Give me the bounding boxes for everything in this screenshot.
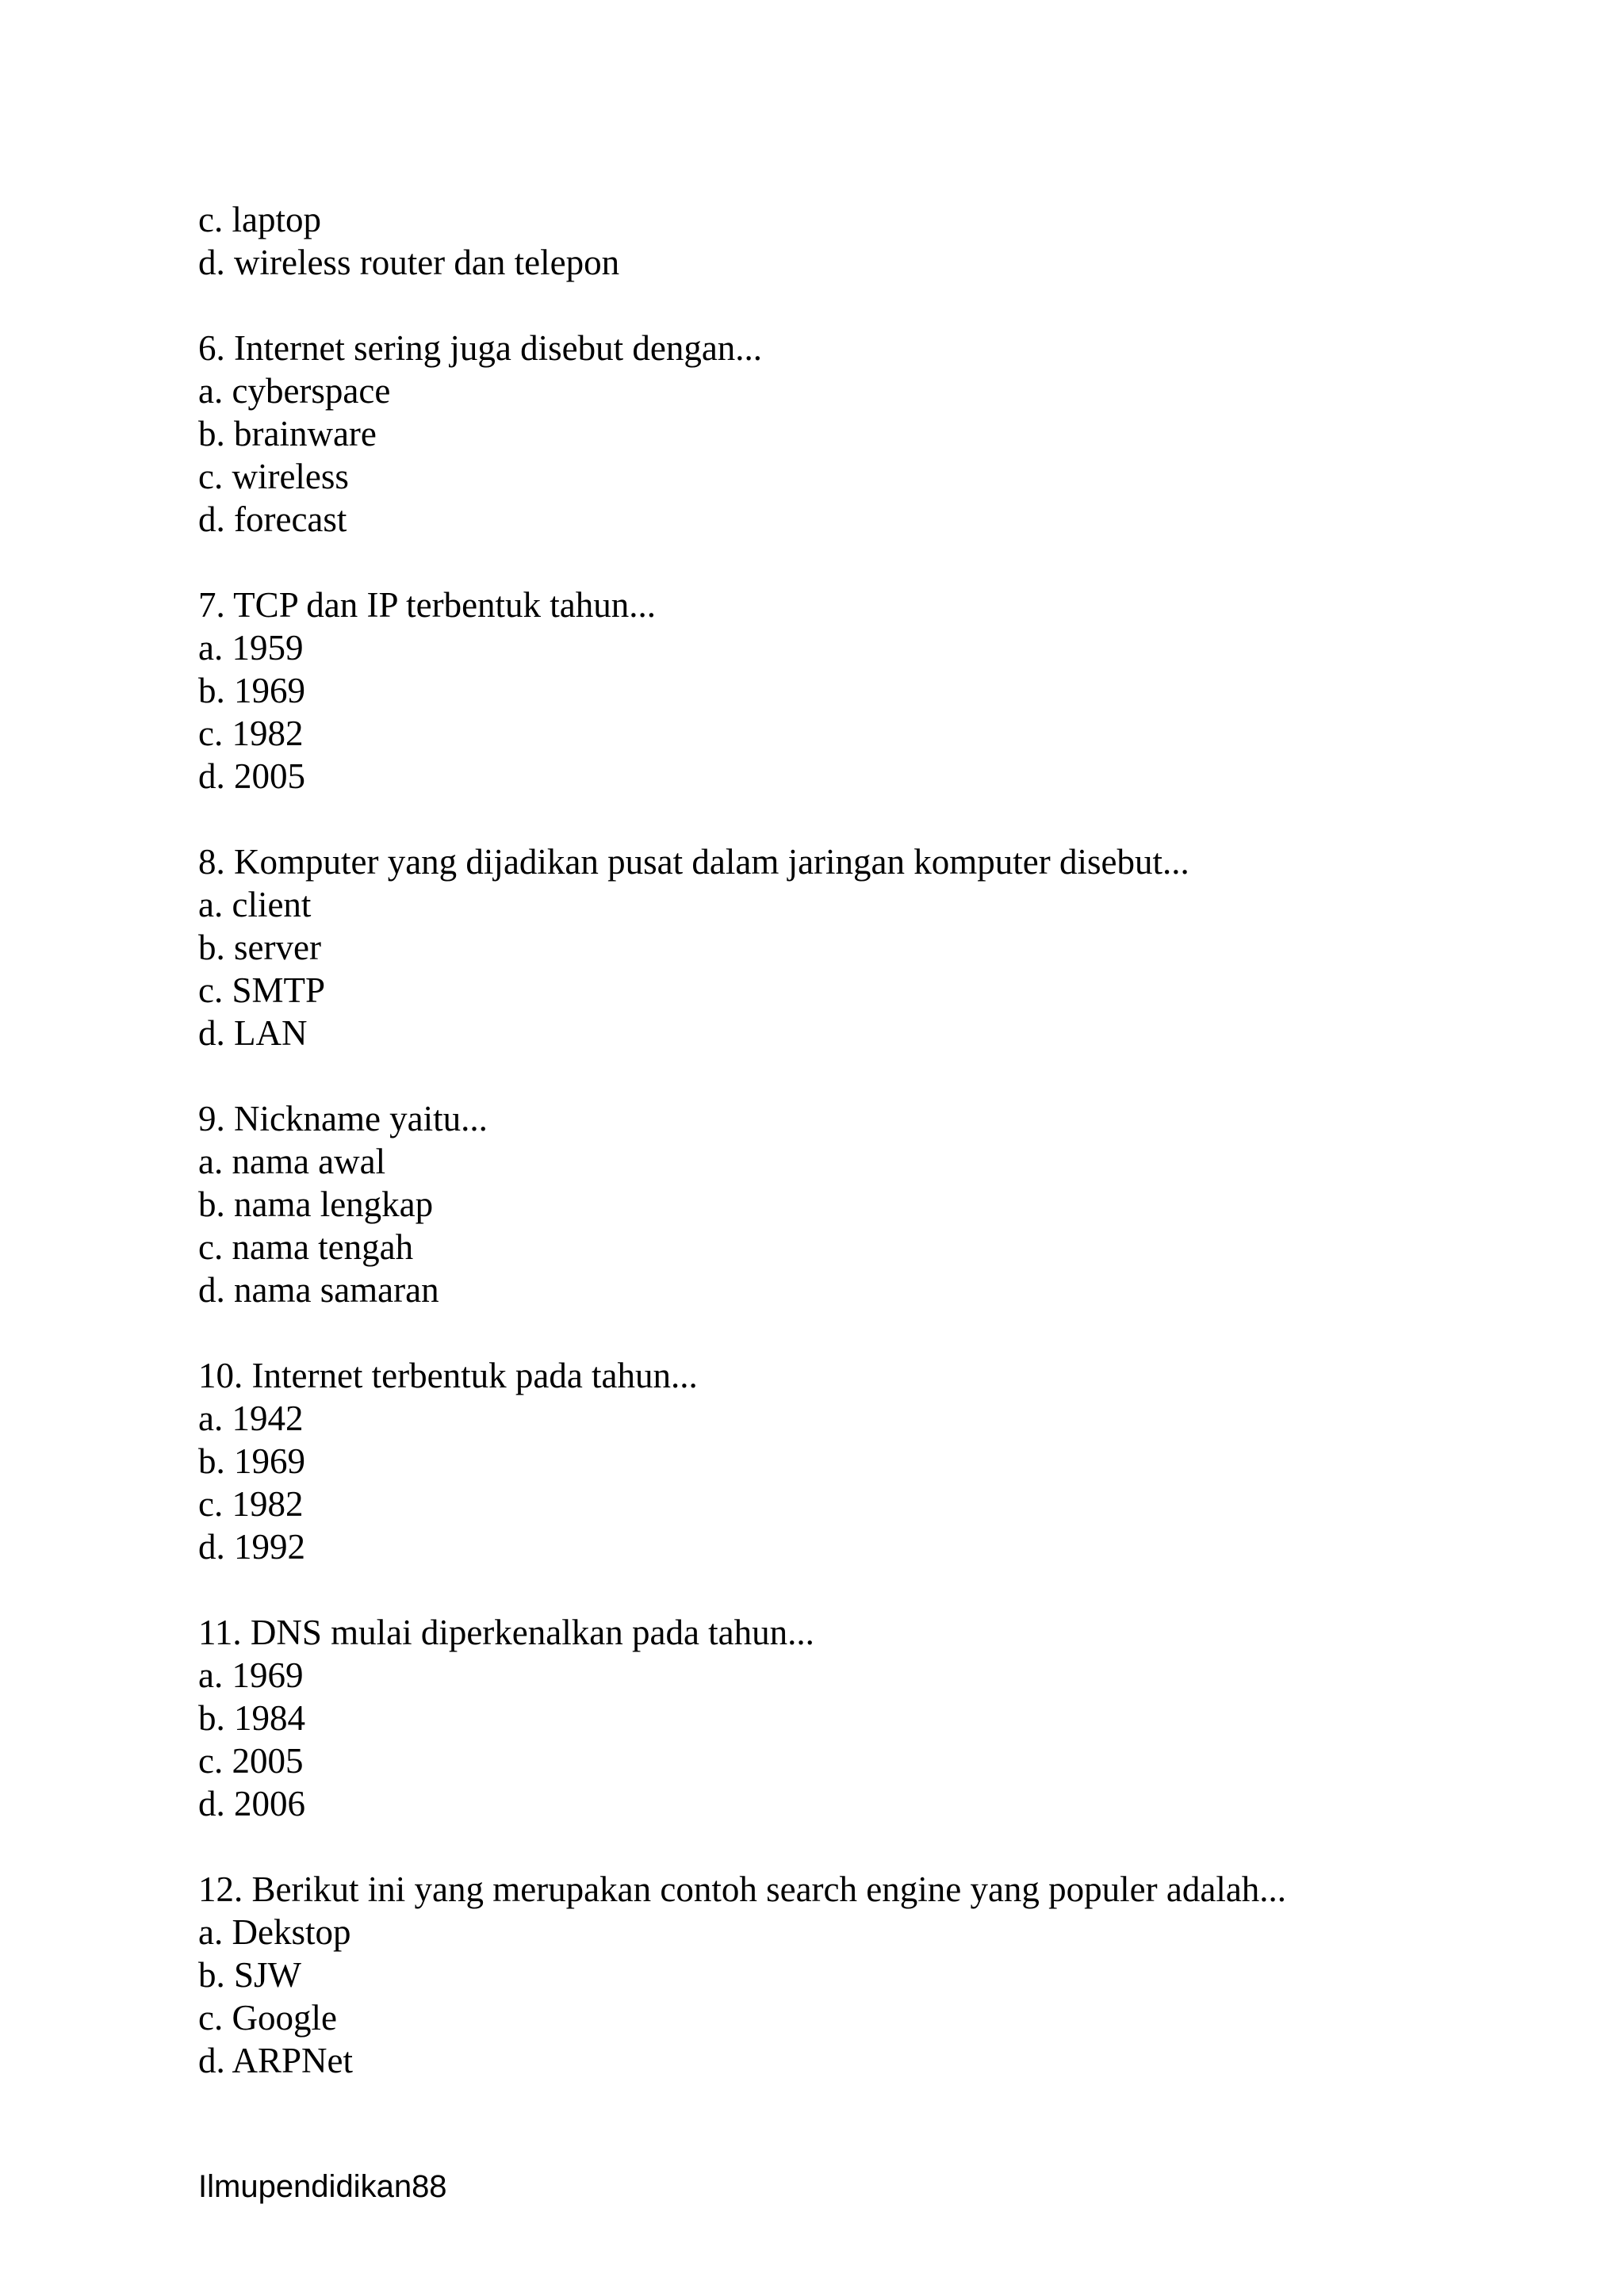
spacer — [198, 1825, 1467, 1868]
option-text: b. brainware — [198, 414, 377, 453]
question-block-10 — [198, 1354, 1467, 1568]
spacer — [198, 1311, 1467, 1354]
carryover-options — [198, 198, 1467, 284]
option-text: d. forecast — [198, 499, 347, 539]
option-text: d. ARPNet — [198, 2041, 354, 2080]
option-text: c. Google — [198, 1998, 337, 2038]
question-text: 6. Internet sering juga disebut dengan... — [198, 328, 763, 368]
option-text: a. client — [198, 885, 312, 924]
option-text: a. nama awal — [198, 1142, 386, 1181]
option-text: d. 2005 — [198, 756, 305, 796]
option-text: c. wireless — [198, 457, 349, 496]
option-text: b. server — [198, 928, 321, 967]
question-text: 9. Nickname yaitu... — [198, 1099, 488, 1138]
option-text: d. 2006 — [198, 1784, 305, 1823]
option-text: c. 1982 — [198, 714, 304, 753]
option-text: d. wireless router dan telepon — [198, 243, 620, 282]
question-block-11 — [198, 1611, 1467, 1825]
question-text: 12. Berikut ini yang merupakan contoh search engine yang populer adalah... — [198, 1869, 1287, 1909]
spacer — [198, 541, 1467, 584]
option-text: c. 2005 — [198, 1741, 304, 1781]
question-text: 8. Komputer yang dijadikan pusat dalam jaringan komputer disebut... — [198, 842, 1189, 882]
option-text: d. LAN — [198, 1013, 308, 1053]
option-text: d. nama samaran — [198, 1270, 439, 1310]
question-block-8 — [198, 840, 1467, 1054]
quiz-content — [198, 198, 1467, 2082]
option-text: c. nama tengah — [198, 1227, 414, 1267]
question-block-6 — [198, 327, 1467, 541]
question-block-7 — [198, 584, 1467, 798]
question-text: 11. DNS mulai diperkenalkan pada tahun... — [198, 1613, 814, 1652]
option-text: a. 1942 — [198, 1399, 304, 1438]
spacer — [198, 1568, 1467, 1611]
option-text: a. Dekstop — [198, 1912, 351, 1952]
question-block-9 — [198, 1097, 1467, 1311]
spacer — [198, 798, 1467, 840]
page-footer-watermark: Ilmupendidikan88 — [198, 2169, 447, 2204]
option-text: c. laptop — [198, 200, 321, 239]
option-text: b. 1984 — [198, 1698, 305, 1738]
option-text: d. 1992 — [198, 1527, 305, 1567]
question-text: 7. TCP dan IP terbentuk tahun... — [198, 585, 657, 625]
option-text: a. 1959 — [198, 628, 304, 668]
option-text: b. SJW — [198, 1955, 302, 1995]
option-text: b. 1969 — [198, 671, 305, 710]
option-text: c. SMTP — [198, 970, 326, 1010]
option-text: c. 1982 — [198, 1484, 304, 1524]
option-text: b. nama lengkap — [198, 1184, 434, 1224]
spacer — [198, 1054, 1467, 1097]
question-block-12 — [198, 1868, 1467, 2082]
option-text: a. cyberspace — [198, 371, 391, 411]
question-text: 10. Internet terbentuk pada tahun... — [198, 1356, 698, 1395]
option-text: a. 1969 — [198, 1655, 304, 1695]
spacer — [198, 284, 1467, 327]
option-text: b. 1969 — [198, 1441, 305, 1481]
